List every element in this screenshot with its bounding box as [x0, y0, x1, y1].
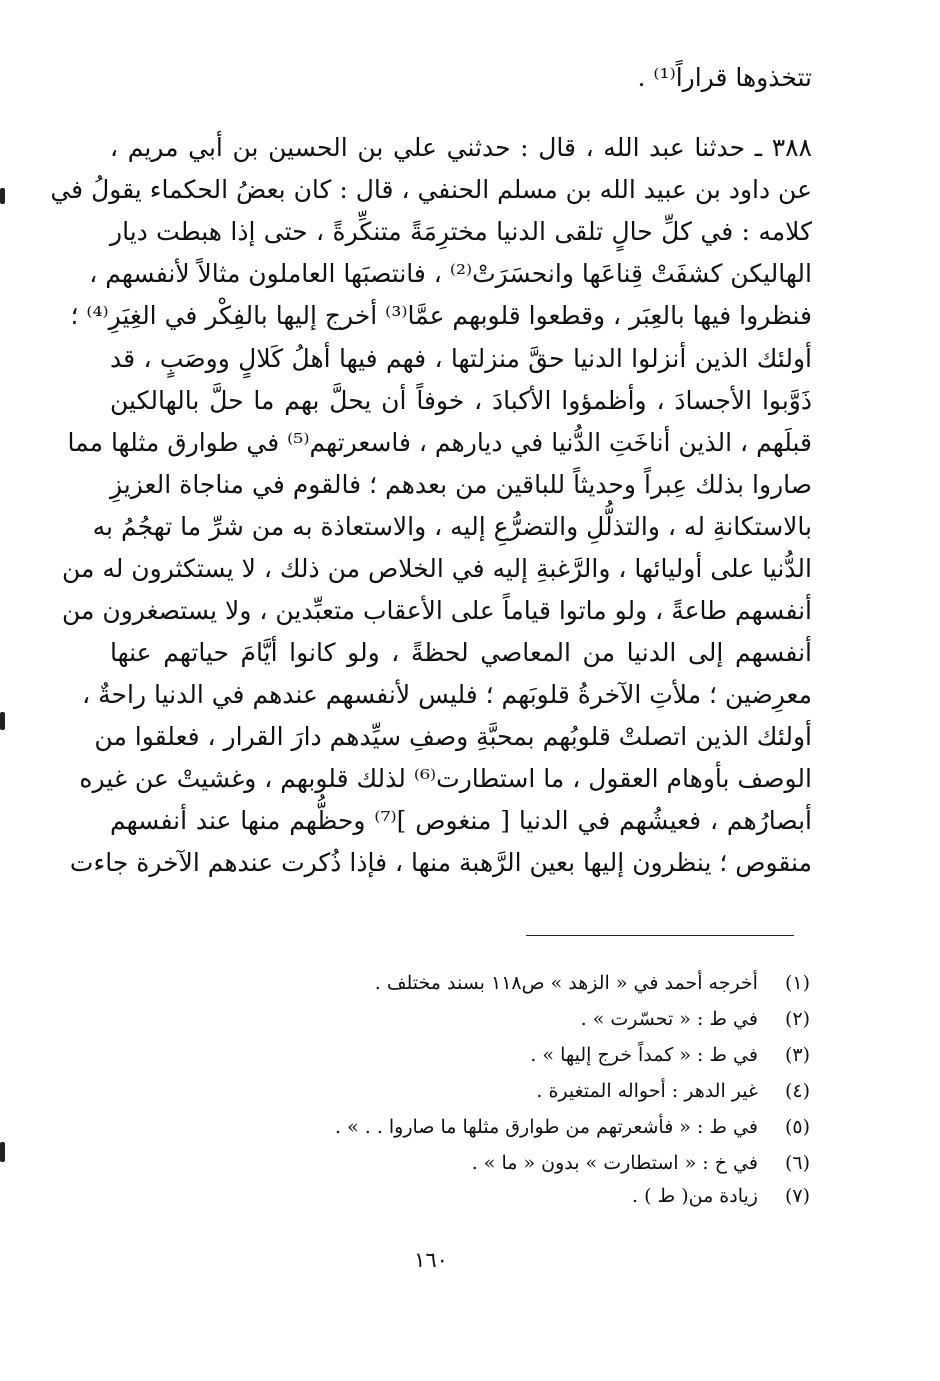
- page-number: ١٦٠: [414, 1248, 448, 1272]
- footnote-number: (٢): [784, 1008, 810, 1030]
- footnote: [472, 1150, 810, 1176]
- text-line: كلامه : في كلِّ حالٍ تلقى الدنيا مخترِمَةً متنكِّرةً ، حتى إذا هبطت ديار: [110, 217, 812, 246]
- text-line: بالاستكانةِ له ، والتذلُّلِ والتضرُّعِ إليه ، والاستعاذة به من شرِّ ما تهجُمُ به: [92, 512, 812, 541]
- footnote: [632, 1183, 810, 1209]
- footnote-divider: [526, 935, 794, 936]
- footnote: [375, 970, 810, 996]
- footnote-text: في ط : « كمداً خرج إليها » .: [530, 1044, 758, 1066]
- text-line: ذَوَّبوا الأجسادَ ، وأظمؤوا الأكبادَ ، خوفاً أن يحلَّ بهم ما حلَّ بالهالكين: [110, 386, 812, 415]
- text-line: أبصارُهم ، فعيشُهم في الدنيا [ منغوص ]⁽⁷⁾ وحظُّهم منها عند أنفسهم: [110, 806, 813, 835]
- footnote: [530, 1042, 810, 1068]
- footnote-text: أخرجه أحمد في « الزهد » ص١١٨ بسند مختلف .: [374, 972, 758, 994]
- footnote-number: (٧): [784, 1185, 810, 1207]
- footnote-number: (٥): [784, 1116, 810, 1138]
- footnote-text: زيادة من( ط ) .: [632, 1185, 758, 1207]
- footnote: [581, 1006, 810, 1032]
- footnote: [536, 1078, 810, 1104]
- footnote-text: غير الدهر : أحواله المتغيرة .: [536, 1080, 758, 1102]
- text-line: الوصف بأوهام العقول ، ما استطارت⁽⁶⁾ لذلك قلوبهم ، وغشيتْ عن غيره: [79, 764, 812, 793]
- footnote-text: في خ : « استطارت » بدون « ما » .: [471, 1152, 758, 1174]
- scan-edge-mark: [0, 1142, 5, 1162]
- text-line: أنفسهم طاعةً ، ولو ماتوا قياماً على الأعقاب متعبِّدين ، ولا يستصغرون من: [61, 596, 812, 625]
- text-line: عن داود بن عبيد الله بن مسلم الحنفي ، قال : كان بعضُ الحكماء يقولُ في: [50, 175, 812, 204]
- text-line: فنظروا فيها بالعِبَر ، وقطعوا قلوبهم عمَّا⁽³⁾ أخرج إليها بالفِكْر في الغِيَرِ⁽⁴⁾ ؛: [70, 301, 812, 330]
- text-line: قبلَهم ، الذين أناخَتِ الدُّنيا في ديارهم ، فاسعرتهم⁽⁵⁾ في طوارق مثلها مما: [67, 428, 812, 457]
- text-line: الدُّنيا على أوليائها ، والرَّغبةِ إليه في الخلاص من ذلك ، لا يستكثرون له من: [61, 554, 812, 583]
- scan-edge-mark: [0, 188, 5, 204]
- scan-edge-mark: [0, 712, 5, 730]
- text-line: أنفسهم إلى الدنيا من المعاصي لحظةً ، ولو كانوا أيَّامَ حياتهم عنها: [110, 638, 812, 667]
- text-line: ٣٨٨ ـ حدثنا عبد الله ، قال : حدثني علي بن الحسين بن أبي مريم ،: [110, 133, 812, 162]
- footnote: [335, 1114, 810, 1140]
- text-line: معرِضين ؛ ملأتِ الآخرةُ قلوبَهم ؛ فليس لأنفسهم عندهم في الدنيا راحةٌ ،: [82, 680, 812, 709]
- text-line: منقوص ؛ ينظرون إليها بعين الرَّهبة منها ، فإذا ذُكرت عندهم الآخرة جاءت: [69, 848, 812, 877]
- footnote-text: في ط : « تحسّرت » .: [580, 1008, 758, 1030]
- footnote-number: (٦): [784, 1152, 810, 1174]
- footnote-number: (٤): [784, 1080, 810, 1102]
- footnote-number: (٣): [784, 1044, 810, 1066]
- footnote-number: (١): [784, 972, 810, 994]
- footnote-text: في ط : « فأشعرتهم من طوارق مثلها ما صاروا . . » .: [335, 1116, 758, 1138]
- text-line: الهاليكن كشفَتْ قِناعَها وانحسَرَتْ⁽²⁾ ، فانتصبَها العاملون مثالاً لأنفسهم ،: [89, 259, 812, 288]
- carryover-line: تتخذوها قراراً⁽¹⁾ .: [637, 63, 812, 92]
- text-line: أولئك الذين أنزلوا الدنيا حقَّ منزلتها ، فهم فيها أهلُ كَلالٍ ووصَبٍ ، قد: [110, 344, 812, 373]
- text-line: أولئك الذين اتصلتْ قلوبُهم بمحبَّةِ وصفِ سيِّدهم دارَ القرار ، فعلقوا من: [94, 722, 812, 751]
- text-line: صاروا بذلك عِبراً وحديثاً للباقين من بعدهم ؛ فالقوم في مناجاة العزيزِ: [110, 470, 812, 499]
